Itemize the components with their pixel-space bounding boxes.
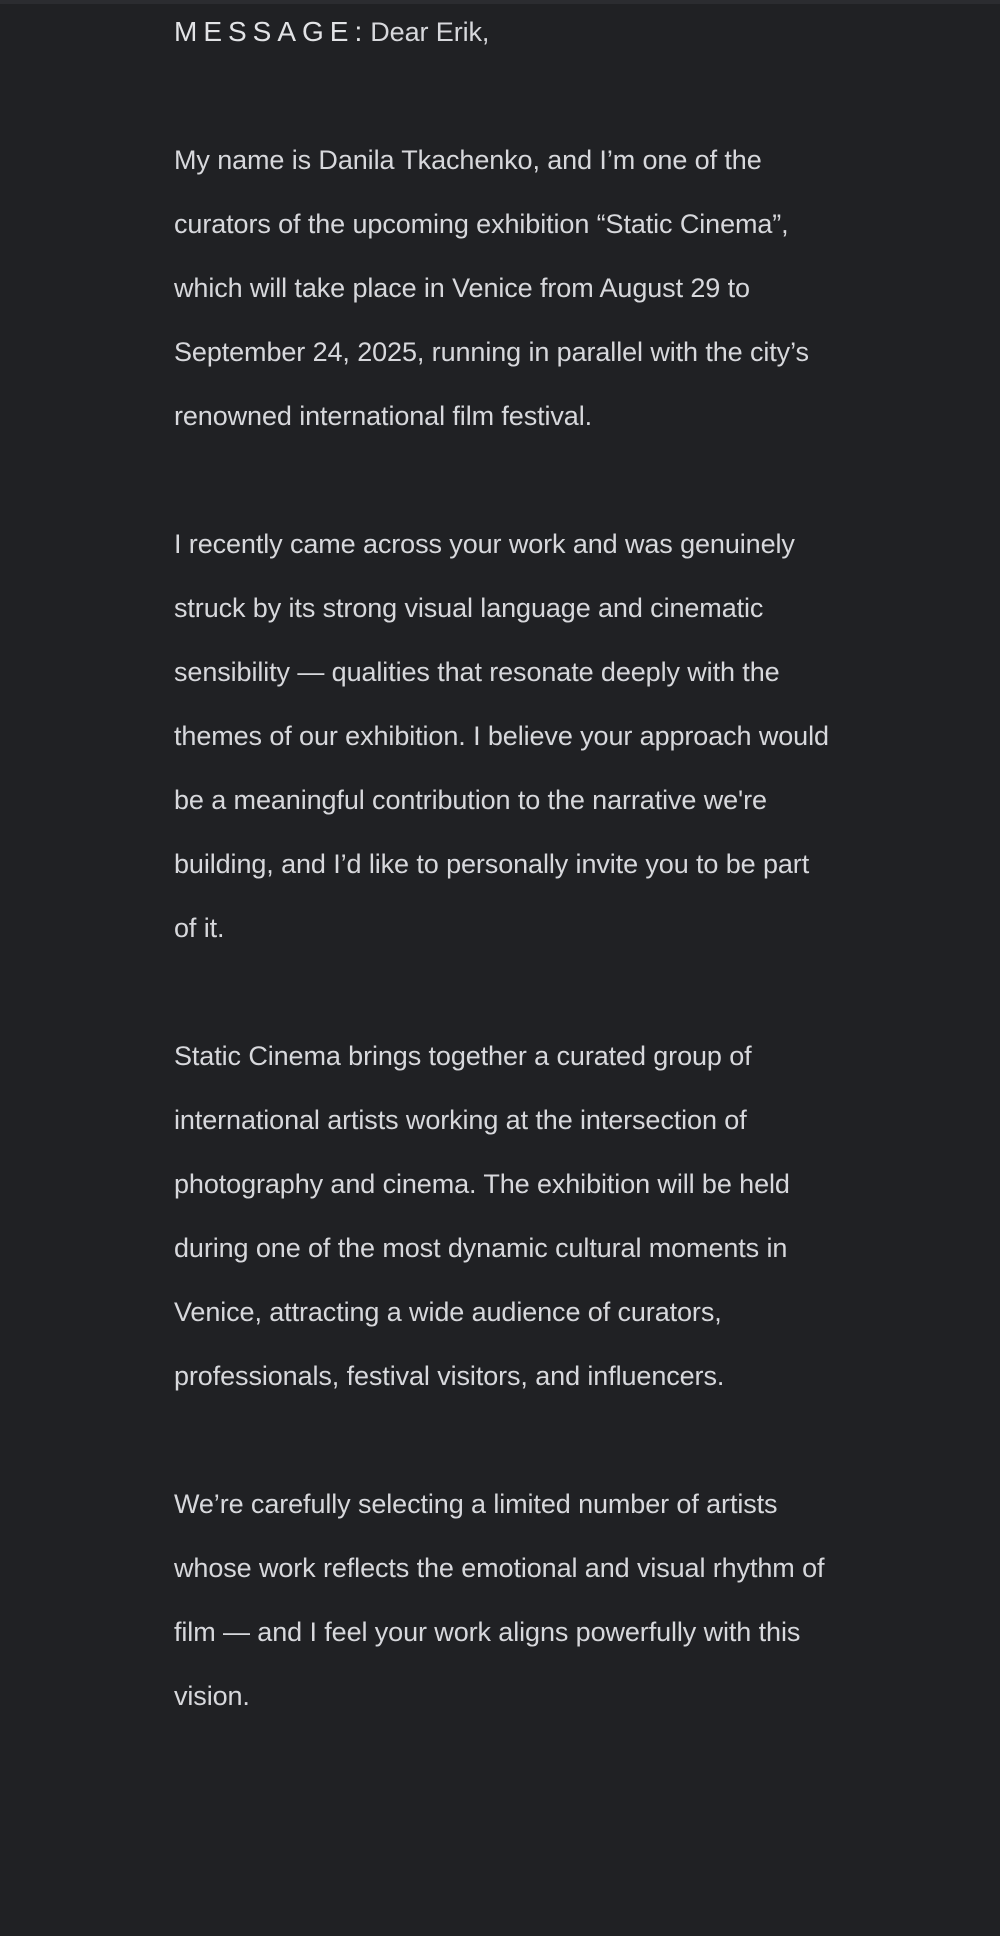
paragraph-invitation: I recently came across your work and was genuinely struck by its strong visual language and cinematic sensibility — qualities that resonate deeply with the themes of our exhibition. I believe your approach would be a meaningful contribution to the narrative we're building, and I’d like to personally invite you to be part of it. <box>174 529 829 943</box>
message-body <box>174 0 834 1792</box>
greeting-text: Dear Erik, <box>370 17 490 47</box>
greeting-line <box>174 0 834 64</box>
message-label: MESSAGE: <box>174 16 369 47</box>
paragraph-exhibition-details: Static Cinema brings together a curated group of international artists working at the intersection of photography and cinema. The exhibition will be held during one of the most dynamic cultural moments in Venice, attracting a wide audience of curators, professionals, festival visitors, and influencers. <box>174 1041 790 1391</box>
paragraph-intro: My name is Danila Tkachenko, and I’m one of the curators of the upcoming exhibition “Static Cinema”, which will take place in Venice from August 29 to September 24, 2025, running in parallel with the city’s renowned international film festival. <box>174 145 809 431</box>
paragraph-selection: We’re carefully selecting a limited number of artists whose work reflects the emotional and visual rhythm of film — and I feel your work aligns powerfully with this vision. <box>174 1489 825 1711</box>
